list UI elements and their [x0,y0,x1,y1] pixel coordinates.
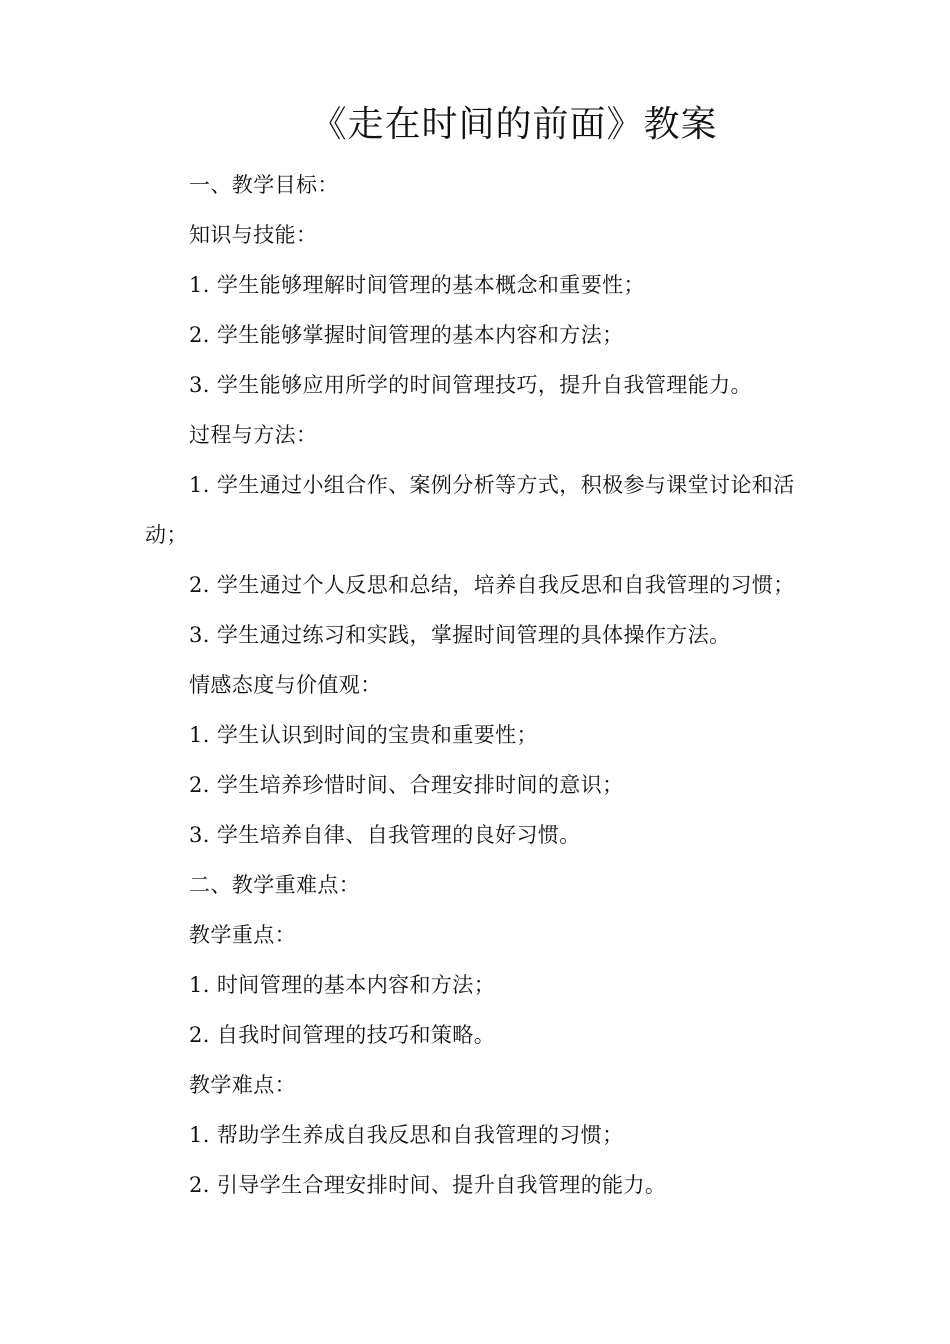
heading-key-difficult-points: 二、教学重难点： [189,873,361,897]
subheading-difficult-points: 教学难点： [189,1073,296,1097]
subheading-knowledge-skills: 知识与技能： [189,223,318,247]
list-item: 3. 学生培养自律、自我管理的良好习惯。 [189,823,581,847]
subheading-key-points: 教学重点： [189,923,296,947]
list-item: 2. 引导学生合理安排时间、提升自我管理的能力。 [189,1173,667,1197]
document-title: 《走在时间的前面》教案 [310,104,718,145]
subheading-attitudes-values: 情感态度与价值观： [189,673,382,697]
list-item: 1. 学生能够理解时间管理的基本概念和重要性； [189,273,645,297]
list-item: 2. 学生通过个人反思和总结，培养自我反思和自我管理的习惯； [189,573,795,597]
list-item: 2. 学生能够掌握时间管理的基本内容和方法； [189,323,624,347]
list-item: 1. 学生通过小组合作、案例分析等方式，积极参与课堂讨论和活动； [145,473,795,547]
subheading-process-methods: 过程与方法： [189,423,318,447]
list-item: 1. 帮助学生养成自我反思和自我管理的习惯； [189,1123,624,1147]
list-item: 3. 学生能够应用所学的时间管理技巧，提升自我管理能力。 [189,373,752,397]
list-item: 2. 自我时间管理的技巧和策略。 [189,1023,496,1047]
heading-teaching-objectives: 一、教学目标： [189,173,339,197]
list-item: 1. 学生认识到时间的宝贵和重要性； [189,723,538,747]
list-item: 3. 学生通过练习和实践，掌握时间管理的具体操作方法。 [189,623,731,647]
document-body [145,160,815,1210]
list-item: 2. 学生培养珍惜时间、合理安排时间的意识； [189,773,624,797]
list-item: 1. 时间管理的基本内容和方法； [189,973,496,997]
